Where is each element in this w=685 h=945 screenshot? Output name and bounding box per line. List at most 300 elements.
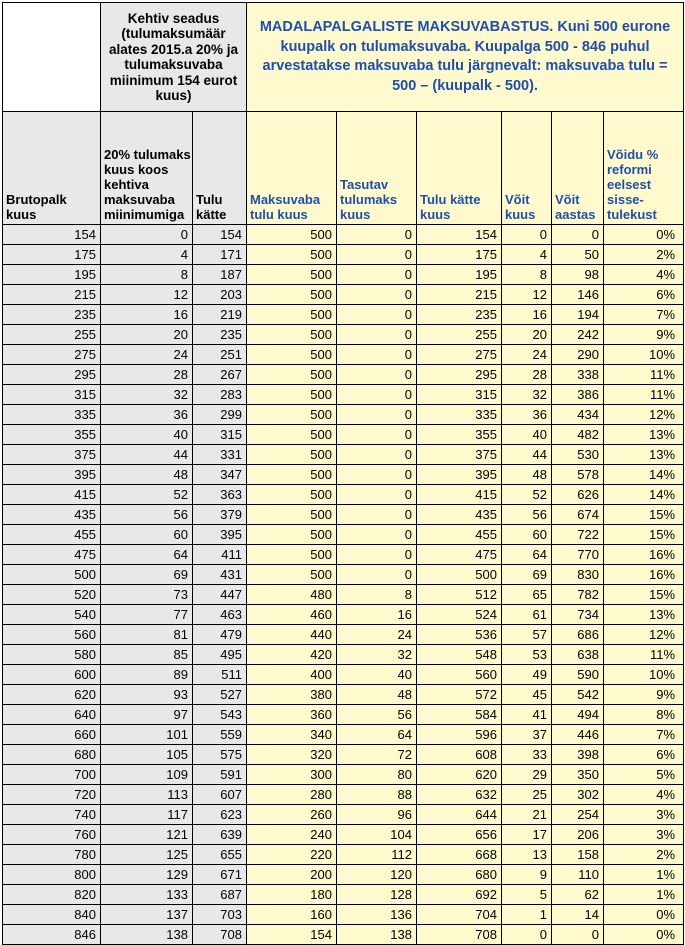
col-tulu-katte-kuus-cell: 255 [417, 325, 502, 345]
col-tulumaks-cell: 93 [101, 685, 193, 705]
col-tulumaks-cell: 64 [101, 545, 193, 565]
col-brutopalk-cell: 475 [3, 545, 101, 565]
col-tulu-katte-kuus-cell: 656 [417, 825, 502, 845]
col-tulu-katte-kuus-cell: 335 [417, 405, 502, 425]
col-brutopalk-cell: 640 [3, 705, 101, 725]
col-tulumaks-cell: 101 [101, 725, 193, 745]
table-row [3, 545, 684, 565]
col-brutopalk-cell: 780 [3, 845, 101, 865]
col-voit-aastas-cell: 98 [552, 265, 604, 285]
col-tulu-katte-cell: 431 [193, 565, 247, 585]
col-maksuvaba-cell: 154 [247, 925, 337, 945]
col-voit-aastas-cell: 338 [552, 365, 604, 385]
col-tulu-katte-cell: 687 [193, 885, 247, 905]
col-tasutav-header: Tasutav tulumaks kuus [337, 112, 417, 225]
col-voidu-protsent-cell: 11% [604, 385, 684, 405]
col-voit-aastas-cell: 0 [552, 225, 604, 245]
col-voidu-protsent-cell: 3% [604, 805, 684, 825]
col-tulumaks-cell: 97 [101, 705, 193, 725]
col-tulumaks-cell: 44 [101, 445, 193, 465]
table-row [3, 605, 684, 625]
table-row [3, 405, 684, 425]
table-row [3, 465, 684, 485]
col-maksuvaba-cell: 320 [247, 745, 337, 765]
col-tulu-katte-kuus-cell: 668 [417, 845, 502, 865]
col-tulu-katte-cell: 671 [193, 865, 247, 885]
col-voidu-protsent-cell: 1% [604, 885, 684, 905]
col-brutopalk-cell: 335 [3, 405, 101, 425]
table-row [3, 325, 684, 345]
col-maksuvaba-cell: 480 [247, 585, 337, 605]
col-voit-kuus-cell: 49 [502, 665, 552, 685]
col-voidu-protsent-cell: 15% [604, 585, 684, 605]
col-tulu-katte-cell: 655 [193, 845, 247, 865]
col-voit-kuus-cell: 56 [502, 505, 552, 525]
col-voidu-protsent-cell: 2% [604, 845, 684, 865]
col-tulu-katte-kuus-cell: 195 [417, 265, 502, 285]
col-voit-aastas-header: Võit aastas [552, 112, 604, 225]
col-voit-kuus-cell: 44 [502, 445, 552, 465]
table-row [3, 645, 684, 665]
col-tasutav-cell: 0 [337, 265, 417, 285]
table-row [3, 225, 684, 245]
corner-cell [3, 3, 101, 112]
col-tulu-katte-kuus-cell: 512 [417, 585, 502, 605]
col-maksuvaba-cell: 500 [247, 325, 337, 345]
col-brutopalk-cell: 415 [3, 485, 101, 505]
col-tulumaks-cell: 56 [101, 505, 193, 525]
col-tasutav-cell: 0 [337, 365, 417, 385]
col-tulumaks-cell: 69 [101, 565, 193, 585]
col-tulu-katte-cell: 395 [193, 525, 247, 545]
col-tasutav-cell: 48 [337, 685, 417, 705]
col-tulu-katte-cell: 575 [193, 745, 247, 765]
col-tulu-katte-cell: 171 [193, 245, 247, 265]
col-tulu-katte-kuus-cell: 435 [417, 505, 502, 525]
col-maksuvaba-cell: 500 [247, 445, 337, 465]
col-voidu-protsent-cell: 12% [604, 625, 684, 645]
col-tulu-katte-kuus-cell: 536 [417, 625, 502, 645]
col-brutopalk-cell: 820 [3, 885, 101, 905]
col-tulu-katte-kuus-cell: 215 [417, 285, 502, 305]
col-tasutav-cell: 104 [337, 825, 417, 845]
col-tasutav-cell: 0 [337, 345, 417, 365]
col-tulumaks-cell: 12 [101, 285, 193, 305]
col-tulumaks-cell: 16 [101, 305, 193, 325]
col-maksuvaba-cell: 500 [247, 525, 337, 545]
col-voidu-protsent-cell: 13% [604, 445, 684, 465]
col-tulu-katte-kuus-cell: 375 [417, 445, 502, 465]
col-voit-kuus-cell: 0 [502, 925, 552, 945]
col-tulu-katte-kuus-cell: 560 [417, 665, 502, 685]
col-brutopalk-cell: 195 [3, 265, 101, 285]
table-row [3, 765, 684, 785]
col-brutopalk-cell: 800 [3, 865, 101, 885]
col-voidu-protsent-cell: 13% [604, 605, 684, 625]
col-tasutav-cell: 120 [337, 865, 417, 885]
col-voit-aastas-cell: 530 [552, 445, 604, 465]
col-voidu-protsent-cell: 14% [604, 465, 684, 485]
table-row [3, 785, 684, 805]
col-tasutav-cell: 136 [337, 905, 417, 925]
col-maksuvaba-cell: 500 [247, 285, 337, 305]
col-tasutav-cell: 16 [337, 605, 417, 625]
col-brutopalk-cell: 295 [3, 365, 101, 385]
col-voidu-protsent-cell: 0% [604, 225, 684, 245]
col-voidu-protsent-cell: 9% [604, 685, 684, 705]
table-row [3, 505, 684, 525]
col-voit-aastas-cell: 722 [552, 525, 604, 545]
col-voit-aastas-cell: 206 [552, 825, 604, 845]
col-voidu-protsent-cell: 10% [604, 345, 684, 365]
table-row [3, 425, 684, 445]
col-brutopalk-cell: 560 [3, 625, 101, 645]
col-brutopalk-cell: 840 [3, 905, 101, 925]
col-voidu-protsent-cell: 15% [604, 525, 684, 545]
col-voit-aastas-cell: 242 [552, 325, 604, 345]
col-maksuvaba-cell: 500 [247, 265, 337, 285]
col-voit-aastas-cell: 446 [552, 725, 604, 745]
col-maksuvaba-cell: 280 [247, 785, 337, 805]
col-maksuvaba-cell: 500 [247, 225, 337, 245]
col-tasutav-cell: 128 [337, 885, 417, 905]
col-tasutav-cell: 0 [337, 485, 417, 505]
col-voidu-protsent-cell: 14% [604, 485, 684, 505]
col-maksuvaba-cell: 500 [247, 425, 337, 445]
col-tulu-katte-cell: 299 [193, 405, 247, 425]
col-maksuvaba-cell: 300 [247, 765, 337, 785]
col-tulu-katte-kuus-cell: 572 [417, 685, 502, 705]
col-tulu-katte-cell: 447 [193, 585, 247, 605]
col-tulu-katte-cell: 559 [193, 725, 247, 745]
col-tulu-katte-kuus-cell: 708 [417, 925, 502, 945]
col-maksuvaba-cell: 500 [247, 345, 337, 365]
table-row [3, 845, 684, 865]
col-brutopalk-cell: 235 [3, 305, 101, 325]
col-voit-aastas-cell: 830 [552, 565, 604, 585]
col-voit-aastas-cell: 638 [552, 645, 604, 665]
col-tulu-katte-cell: 703 [193, 905, 247, 925]
table-row [3, 685, 684, 705]
col-tulumaks-cell: 109 [101, 765, 193, 785]
col-brutopalk-cell: 355 [3, 425, 101, 445]
col-maksuvaba-cell: 260 [247, 805, 337, 825]
table-row [3, 725, 684, 745]
col-tulu-katte-cell: 591 [193, 765, 247, 785]
col-maksuvaba-cell: 400 [247, 665, 337, 685]
table-row [3, 745, 684, 765]
col-voit-kuus-cell: 1 [502, 905, 552, 925]
col-brutopalk-cell: 315 [3, 385, 101, 405]
col-tulumaks-cell: 4 [101, 245, 193, 265]
col-voit-kuus-cell: 52 [502, 485, 552, 505]
col-voit-kuus-cell: 21 [502, 805, 552, 825]
col-voidu-protsent-cell: 0% [604, 925, 684, 945]
col-brutopalk-cell: 215 [3, 285, 101, 305]
col-maksuvaba-cell: 180 [247, 885, 337, 905]
col-voit-kuus-cell: 65 [502, 585, 552, 605]
col-tulu-katte-kuus-cell: 608 [417, 745, 502, 765]
col-tulumaks-cell: 117 [101, 805, 193, 825]
col-maksuvaba-cell: 500 [247, 485, 337, 505]
col-voidu-protsent-cell: 2% [604, 245, 684, 265]
col-tulu-katte-cell: 623 [193, 805, 247, 825]
col-voidu-protsent-cell: 16% [604, 545, 684, 565]
col-voit-kuus-cell: 53 [502, 645, 552, 665]
col-tulu-katte-cell: 283 [193, 385, 247, 405]
col-maksuvaba-cell: 240 [247, 825, 337, 845]
col-maksuvaba-cell: 340 [247, 725, 337, 745]
col-tulumaks-cell: 24 [101, 345, 193, 365]
col-tasutav-cell: 0 [337, 445, 417, 465]
col-tulu-katte-kuus-cell: 295 [417, 365, 502, 385]
col-tulumaks-cell: 32 [101, 385, 193, 405]
col-voit-kuus-cell: 17 [502, 825, 552, 845]
col-voit-kuus-cell: 12 [502, 285, 552, 305]
col-tulu-katte-cell: 331 [193, 445, 247, 465]
col-tulumaks-cell: 125 [101, 845, 193, 865]
col-tulu-katte-kuus-header: Tulu kätte kuus [417, 112, 502, 225]
col-voit-kuus-cell: 60 [502, 525, 552, 545]
col-voit-kuus-cell: 4 [502, 245, 552, 265]
col-brutopalk-cell: 580 [3, 645, 101, 665]
col-tulu-katte-kuus-cell: 632 [417, 785, 502, 805]
col-voit-kuus-cell: 9 [502, 865, 552, 885]
col-tulu-katte-kuus-cell: 692 [417, 885, 502, 905]
col-maksuvaba-cell: 500 [247, 245, 337, 265]
col-voit-aastas-cell: 110 [552, 865, 604, 885]
col-maksuvaba-cell: 500 [247, 405, 337, 425]
col-tasutav-cell: 0 [337, 545, 417, 565]
col-tulu-katte-kuus-cell: 620 [417, 765, 502, 785]
col-brutopalk-cell: 540 [3, 605, 101, 625]
col-brutopalk-cell: 680 [3, 745, 101, 765]
col-voidu-protsent-cell: 10% [604, 665, 684, 685]
col-brutopalk-cell: 435 [3, 505, 101, 525]
col-tulumaks-cell: 81 [101, 625, 193, 645]
table-row [3, 905, 684, 925]
col-brutopalk-cell: 175 [3, 245, 101, 265]
table-row [3, 485, 684, 505]
col-voit-kuus-cell: 45 [502, 685, 552, 705]
col-voit-kuus-cell: 36 [502, 405, 552, 425]
col-tasutav-cell: 0 [337, 285, 417, 305]
col-tulu-katte-kuus-cell: 475 [417, 545, 502, 565]
col-voit-kuus-header: Võit kuus [502, 112, 552, 225]
kehtiv-seadus-header: Kehtiv seadus (tulumaksumäär alates 2015.a 20% ja tulumaksuvaba miinimum 154 eurot kuus) [101, 3, 247, 112]
col-voit-kuus-cell: 64 [502, 545, 552, 565]
col-voidu-protsent-cell: 6% [604, 745, 684, 765]
col-voit-kuus-cell: 8 [502, 265, 552, 285]
col-maksuvaba-cell: 220 [247, 845, 337, 865]
col-brutopalk-cell: 154 [3, 225, 101, 245]
col-tulumaks-cell: 138 [101, 925, 193, 945]
col-voidu-protsent-cell: 8% [604, 705, 684, 725]
col-voidu-protsent-cell: 6% [604, 285, 684, 305]
col-voit-kuus-cell: 40 [502, 425, 552, 445]
col-voit-aastas-cell: 50 [552, 245, 604, 265]
col-tulumaks-header: 20% tulumaks kuus koos kehtiva maksuvaba miinimumiga [101, 112, 193, 225]
col-voit-kuus-cell: 16 [502, 305, 552, 325]
col-voit-kuus-cell: 20 [502, 325, 552, 345]
col-tasutav-cell: 40 [337, 665, 417, 685]
table-row [3, 585, 684, 605]
table-row [3, 825, 684, 845]
col-maksuvaba-cell: 500 [247, 505, 337, 525]
col-voit-aastas-cell: 290 [552, 345, 604, 365]
col-brutopalk-cell: 520 [3, 585, 101, 605]
col-voit-aastas-cell: 14 [552, 905, 604, 925]
col-voit-kuus-cell: 37 [502, 725, 552, 745]
col-voit-aastas-cell: 494 [552, 705, 604, 725]
col-voit-aastas-cell: 434 [552, 405, 604, 425]
col-brutopalk-cell: 395 [3, 465, 101, 485]
table-row [3, 625, 684, 645]
col-brutopalk-cell: 600 [3, 665, 101, 685]
table-row [3, 925, 684, 945]
col-maksuvaba-cell: 500 [247, 385, 337, 405]
col-tulu-katte-cell: 235 [193, 325, 247, 345]
col-maksuvaba-cell: 500 [247, 565, 337, 585]
table-row [3, 385, 684, 405]
col-tulu-katte-kuus-cell: 315 [417, 385, 502, 405]
col-tasutav-cell: 112 [337, 845, 417, 865]
col-tulumaks-cell: 129 [101, 865, 193, 885]
col-tulumaks-cell: 28 [101, 365, 193, 385]
col-voit-kuus-cell: 32 [502, 385, 552, 405]
col-tasutav-cell: 64 [337, 725, 417, 745]
col-voit-aastas-cell: 590 [552, 665, 604, 685]
col-maksuvaba-cell: 200 [247, 865, 337, 885]
col-brutopalk-cell: 846 [3, 925, 101, 945]
col-tasutav-cell: 0 [337, 525, 417, 545]
col-tulu-katte-cell: 267 [193, 365, 247, 385]
col-tulu-katte-kuus-cell: 395 [417, 465, 502, 485]
col-tulumaks-cell: 36 [101, 405, 193, 425]
col-tulumaks-cell: 52 [101, 485, 193, 505]
col-tulu-katte-cell: 495 [193, 645, 247, 665]
col-brutopalk-cell: 700 [3, 765, 101, 785]
col-brutopalk-cell: 740 [3, 805, 101, 825]
col-voit-aastas-cell: 482 [552, 425, 604, 445]
col-tasutav-cell: 0 [337, 305, 417, 325]
col-voit-kuus-cell: 48 [502, 465, 552, 485]
col-tulu-katte-kuus-cell: 680 [417, 865, 502, 885]
table-row [3, 805, 684, 825]
table-row [3, 305, 684, 325]
col-brutopalk-cell: 455 [3, 525, 101, 545]
col-voit-aastas-cell: 782 [552, 585, 604, 605]
col-voit-kuus-cell: 61 [502, 605, 552, 625]
col-tulu-katte-cell: 708 [193, 925, 247, 945]
col-tasutav-cell: 72 [337, 745, 417, 765]
col-tulu-katte-cell: 411 [193, 545, 247, 565]
col-tulumaks-cell: 133 [101, 885, 193, 905]
col-voit-aastas-cell: 386 [552, 385, 604, 405]
col-tulumaks-cell: 137 [101, 905, 193, 925]
col-brutopalk-cell: 275 [3, 345, 101, 365]
col-voit-aastas-cell: 674 [552, 505, 604, 525]
col-voit-kuus-cell: 33 [502, 745, 552, 765]
col-voit-kuus-cell: 0 [502, 225, 552, 245]
col-tulu-katte-cell: 511 [193, 665, 247, 685]
col-tulu-katte-cell: 187 [193, 265, 247, 285]
col-voit-kuus-cell: 25 [502, 785, 552, 805]
col-tasutav-cell: 88 [337, 785, 417, 805]
col-tulu-katte-kuus-cell: 154 [417, 225, 502, 245]
col-tulumaks-cell: 121 [101, 825, 193, 845]
col-voidu-protsent-cell: 12% [604, 405, 684, 425]
col-voidu-protsent-cell: 16% [604, 565, 684, 585]
col-voidu-protsent-cell: 11% [604, 645, 684, 665]
col-tasutav-cell: 0 [337, 565, 417, 585]
col-tulu-katte-cell: 479 [193, 625, 247, 645]
col-tulumaks-cell: 8 [101, 265, 193, 285]
col-voit-kuus-cell: 13 [502, 845, 552, 865]
col-tulu-katte-kuus-cell: 175 [417, 245, 502, 265]
col-voidu-protsent-cell: 15% [604, 505, 684, 525]
col-tulu-katte-cell: 379 [193, 505, 247, 525]
table-row [3, 365, 684, 385]
col-tulumaks-cell: 73 [101, 585, 193, 605]
table-row [3, 705, 684, 725]
madalapalgaliste-header: MADALAPALGALISTE MAKSUVABASTUS. Kuni 500 eurone kuupalk on tulumaksuvaba. Kuupalga 500 - 846 puhul arvestatakse maksuvaba tulu järgnevalt: maksuvaba tulu = 500 – (kuupalk - 500). [247, 3, 684, 112]
col-maksuvaba-cell: 500 [247, 545, 337, 565]
col-voit-kuus-cell: 41 [502, 705, 552, 725]
col-tulumaks-cell: 105 [101, 745, 193, 765]
col-tulu-katte-cell: 315 [193, 425, 247, 445]
col-voit-aastas-cell: 578 [552, 465, 604, 485]
table-row [3, 885, 684, 905]
col-voidu-protsent-cell: 4% [604, 265, 684, 285]
col-tulu-katte-cell: 543 [193, 705, 247, 725]
table-row [3, 565, 684, 585]
col-voit-aastas-cell: 302 [552, 785, 604, 805]
col-voit-kuus-cell: 57 [502, 625, 552, 645]
col-tasutav-cell: 32 [337, 645, 417, 665]
table-row [3, 445, 684, 465]
col-maksuvaba-cell: 500 [247, 465, 337, 485]
col-tasutav-cell: 96 [337, 805, 417, 825]
table-row [3, 665, 684, 685]
col-tulumaks-cell: 89 [101, 665, 193, 685]
col-maksuvaba-cell: 500 [247, 305, 337, 325]
col-tasutav-cell: 0 [337, 325, 417, 345]
col-tulu-katte-kuus-cell: 235 [417, 305, 502, 325]
col-brutopalk-cell: 375 [3, 445, 101, 465]
col-voit-aastas-cell: 734 [552, 605, 604, 625]
table-row [3, 245, 684, 265]
col-brutopalk-cell: 500 [3, 565, 101, 585]
col-tulu-katte-cell: 363 [193, 485, 247, 505]
col-voidu-protsent-cell: 1% [604, 865, 684, 885]
table-row [3, 285, 684, 305]
col-maksuvaba-cell: 360 [247, 705, 337, 725]
col-tulumaks-cell: 85 [101, 645, 193, 665]
col-tulu-katte-kuus-cell: 704 [417, 905, 502, 925]
col-brutopalk-cell: 760 [3, 825, 101, 845]
col-tulumaks-cell: 77 [101, 605, 193, 625]
col-tulu-katte-kuus-cell: 415 [417, 485, 502, 505]
col-voit-aastas-cell: 398 [552, 745, 604, 765]
col-tasutav-cell: 0 [337, 225, 417, 245]
col-voit-kuus-cell: 69 [502, 565, 552, 585]
col-tasutav-cell: 8 [337, 585, 417, 605]
col-tasutav-cell: 24 [337, 625, 417, 645]
col-tulu-katte-cell: 203 [193, 285, 247, 305]
col-maksuvaba-cell: 420 [247, 645, 337, 665]
col-tasutav-cell: 0 [337, 385, 417, 405]
